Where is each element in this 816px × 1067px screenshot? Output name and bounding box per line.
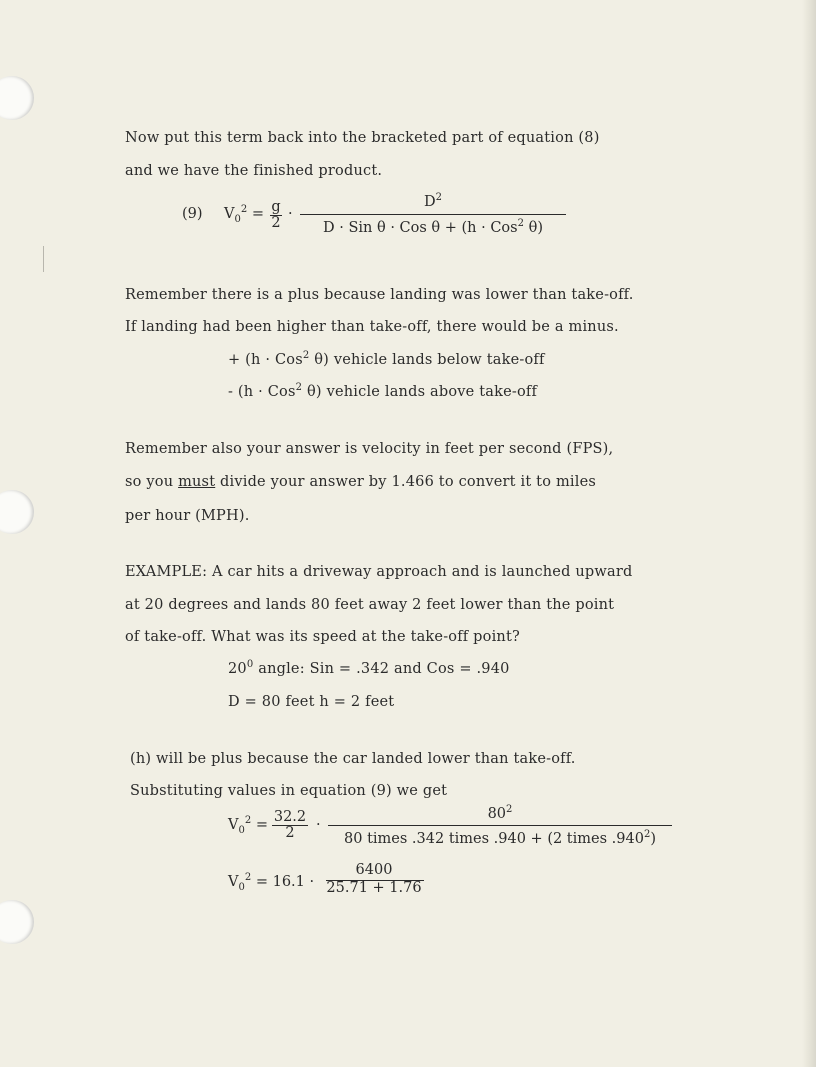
plus-case-a: + (h · Cos <box>228 352 303 368</box>
g-value-over-2 <box>272 810 308 841</box>
degree-mark: 0 <box>246 659 254 671</box>
equation-9-denominator <box>300 220 566 236</box>
remember-line-2: If landing had been higher than take-off, there would be a minus. <box>125 319 619 335</box>
plus-case-exponent: 2 <box>302 350 310 362</box>
remember2-line-2-b: divide your answer by 1.466 to convert it to miles <box>215 474 596 490</box>
numerator-d: D <box>423 194 436 210</box>
denominator-exponent: 2 <box>643 829 651 841</box>
example-line-3: of take-off. What was its speed at the take-off point? <box>125 629 520 645</box>
multiply-dot: · <box>316 817 321 833</box>
angle-base: 20 <box>228 661 247 677</box>
remember2-line-2 <box>125 474 596 490</box>
sub-eq2-denominator: 25.71 + 1.76 <box>326 880 422 896</box>
sub-eq2-coefficient: = 16.1 · <box>255 874 315 890</box>
v-symbol: V <box>228 817 239 833</box>
punch-hole-bottom <box>0 900 34 944</box>
must-underlined: must <box>178 474 216 490</box>
conclusion-line-2: Substituting values in equation (9) we get <box>130 783 448 799</box>
numerator-exponent: 2 <box>506 804 513 816</box>
denominator-exponent: 2 <box>517 218 524 230</box>
denominator-part-b: θ) <box>523 220 543 236</box>
minus-case-b: θ) vehicle lands above take-off <box>302 384 538 400</box>
example-line-1: EXAMPLE: A car hits a driveway approach and is launched upward <box>125 564 633 580</box>
v-symbol: V <box>228 874 239 890</box>
margin-mark <box>43 246 44 272</box>
denominator-part-b: ) <box>650 831 656 847</box>
g-denominator: 2 <box>271 215 281 231</box>
minus-case-exponent: 2 <box>295 382 303 394</box>
denominator-part-a: 80 times .342 times .940 + (2 times .940 <box>344 831 644 847</box>
sub-eq1-fraction-bar <box>328 825 672 826</box>
plus-case <box>228 352 545 368</box>
multiply-dot: · <box>288 206 293 222</box>
page-edge-shadow <box>802 0 816 1067</box>
g-numerator: g <box>271 199 281 215</box>
equals-sign: = <box>251 206 264 222</box>
plus-case-b: θ) vehicle lands below take-off <box>309 352 545 368</box>
sub-eq1-lhs <box>228 815 268 836</box>
intro-line-1: Now put this term back into the bracketed part of equation (8) <box>125 130 600 146</box>
equation-9-fraction-bar <box>300 214 566 215</box>
minus-case-a: - (h · Cos <box>228 384 296 400</box>
example-line-2: at 20 degrees and lands 80 feet away 2 feet lower than the point <box>125 597 615 613</box>
v-subscript: 0 <box>234 213 241 225</box>
angle-rest: angle: Sin = .342 and Cos = .940 <box>253 661 510 677</box>
v-superscript: 2 <box>244 815 252 827</box>
v-symbol: V <box>224 206 235 222</box>
g-over-2 <box>270 200 282 231</box>
remember2-line-3: per hour (MPH). <box>125 508 250 524</box>
punch-hole-middle <box>0 490 34 534</box>
denominator-part-a: D · Sin θ · Cos θ + (h · Cos <box>323 220 518 236</box>
conclusion-line-1: (h) will be plus because the car landed lower than take-off. <box>130 751 576 767</box>
v-subscript: 0 <box>238 881 245 893</box>
g-value-numerator: 32.2 <box>273 809 307 825</box>
minus-case <box>228 384 537 400</box>
angle-values <box>228 661 510 677</box>
sub-eq2-numerator: 6400 <box>355 862 393 878</box>
remember-line-1: Remember there is a plus because landing was lower than take-off. <box>125 287 634 303</box>
sub-eq2-lhs <box>228 872 315 893</box>
v-subscript: 0 <box>238 824 245 836</box>
v-superscript: 2 <box>244 872 252 884</box>
equation-9-lhs <box>224 204 264 225</box>
equation-9-label: (9) <box>182 206 203 222</box>
sub-eq1-denominator <box>328 831 672 847</box>
v-superscript: 2 <box>240 204 248 216</box>
remember2-line-1: Remember also your answer is velocity in feet per second (FPS), <box>125 441 614 457</box>
equals-sign: = <box>255 817 268 833</box>
numerator-80: 80 <box>487 806 507 822</box>
remember2-line-2-a: so you <box>125 474 179 490</box>
intro-line-2: and we have the finished product. <box>125 163 383 179</box>
given-values: D = 80 feet h = 2 feet <box>228 694 395 710</box>
numerator-exponent: 2 <box>435 192 442 204</box>
sub-eq1-numerator <box>328 806 672 822</box>
g-value-denominator: 2 <box>272 825 308 841</box>
punch-hole-top <box>0 76 34 120</box>
equation-9-numerator <box>300 194 566 210</box>
